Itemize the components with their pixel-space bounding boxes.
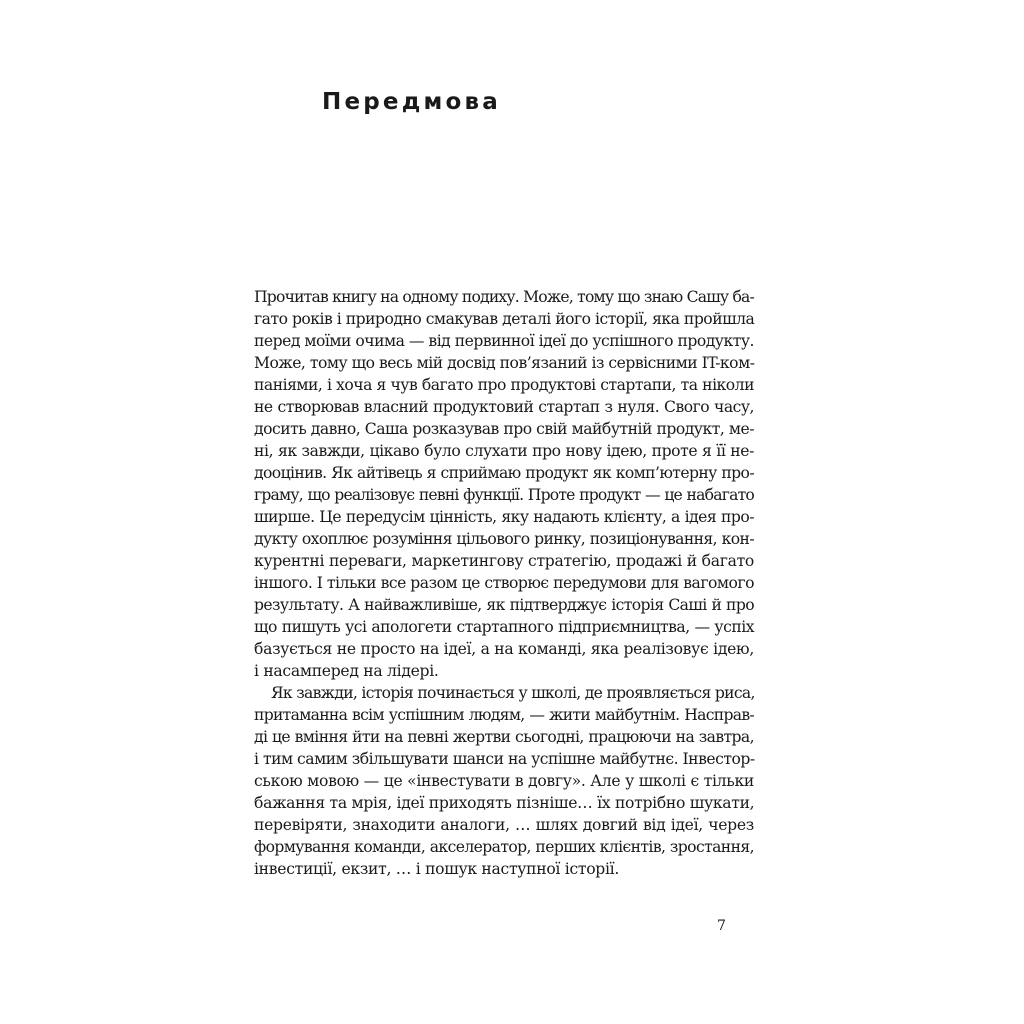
text-line: і тим самим збільшувати шанси на успішне майбутнє. Інвестор-	[254, 750, 755, 768]
text-line: формування команди, акселератор, перших клієнтів, зростання,	[254, 838, 754, 856]
text-line: дооцінив. Як айтівець я сприймаю продукт як комп’ютерну про-	[254, 464, 754, 482]
chapter-title: Передмова	[322, 89, 501, 115]
body-text	[254, 286, 754, 880]
text-line: іншого. І тільки все разом це створює передумови для вагомого	[254, 574, 754, 592]
text-line: перед моїми очима — від первинної ідеї до успішного продукту.	[254, 332, 754, 350]
text-line: ською мовою — це «інвестувати в довгу». Але у школі є тільки	[254, 772, 754, 790]
text-line: граму, що реалізовує певні функції. Проте продукт — це набагато	[254, 486, 754, 504]
text-line: Як завжди, історія починається у школі, де проявляється риса,	[271, 684, 755, 702]
text-line: базується не просто на ідеї, а на команді, яка реалізовує ідею,	[254, 640, 754, 658]
text-line: притаманна всім успішним людям, — жити майбутнім. Насправ-	[254, 706, 754, 724]
text-line: результату. А найважливіше, як підтверджує історія Саші й про	[254, 596, 754, 614]
text-line: паніями, і хоча я чув багато про продуктові стартапи, та ніколи	[254, 376, 754, 394]
paragraph-2	[254, 682, 754, 880]
text-line: ні, як завжди, цікаво було слухати про нову ідею, проте я її не-	[254, 442, 754, 460]
text-line: перевіряти, знаходити аналоги, … шлях довгий від ідеї, через	[254, 816, 754, 834]
paragraph-1	[254, 286, 754, 682]
text-line: ді це вміння йти на певні жертви сьогодні, працюючи на завтра,	[254, 728, 754, 746]
text-line: гато років і природно смакував деталі його історії, яка пройшла	[254, 310, 755, 328]
page-number: 7	[717, 918, 726, 934]
text-line: бажання та мрія, ідеї приходять пізніше… їх потрібно шукати,	[254, 794, 755, 812]
text-line: досить давно, Саша розказував про свій майбутній продукт, ме-	[254, 420, 754, 438]
text-line: не створював власний продуктовий стартап з нуля. Свого часу,	[254, 398, 754, 416]
text-line: і насамперед на лідері.	[254, 662, 439, 680]
text-line: інвестиції, екзит, … і пошук наступної історії.	[254, 860, 620, 878]
text-line: що пишуть усі апологети стартапного підприємництва, — успіх	[254, 618, 754, 636]
text-line: Прочитав книгу на одному подиху. Може, тому що знаю Сашу ба-	[254, 288, 755, 306]
text-line: ширше. Це передусім цінність, яку надають клієнту, а ідея про-	[254, 508, 754, 526]
text-line: курентні переваги, маркетингову стратегію, продажі й багато	[254, 552, 754, 570]
text-line: дукту охоплює розуміння цільового ринку, позиціонування, кон-	[254, 530, 754, 548]
text-line: Може, тому що весь мій досвід пов’язаний із сервісними IT-ком-	[254, 354, 755, 372]
